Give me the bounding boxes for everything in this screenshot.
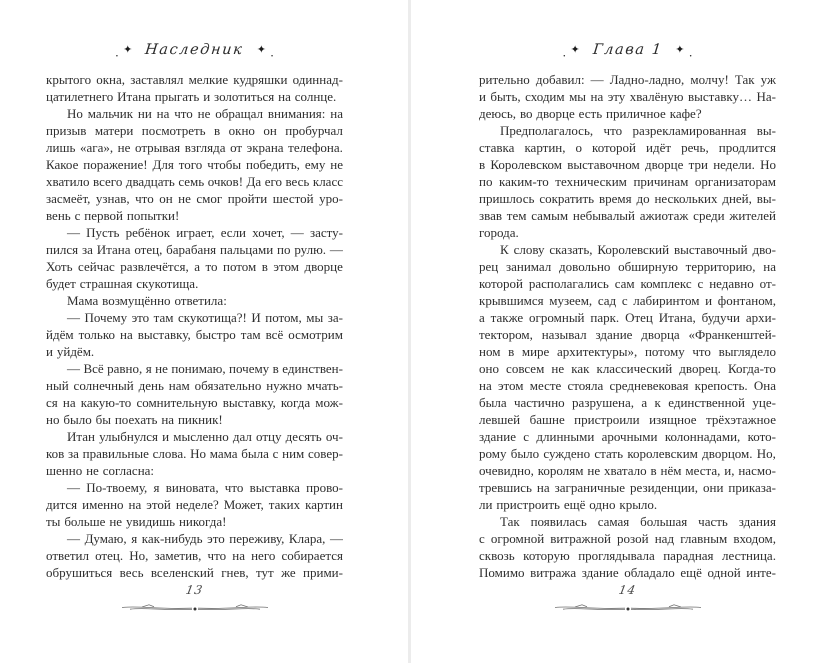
text-line: вень с первой попытки! — [46, 208, 180, 223]
text-line: крывшимся музеем, сад с лабиринтом и фонтаном, — [479, 293, 776, 308]
running-head — [479, 42, 776, 63]
sparkle-star-icon: ✦ — [675, 43, 685, 56]
text-line: рому было суждено стать королевским дворцом. Но, — [479, 446, 776, 461]
ornament-dot: · — [269, 47, 275, 63]
text-line: Хоть сейчас развлечётся, а то потом в этом дворце — [46, 259, 343, 274]
text-line: засмеёт, узнав, что он не смог пройти шестой уро- — [46, 191, 343, 206]
text-line: крытого окна, заставлял мелкие кудряшки одиннад- — [46, 72, 343, 87]
text-line: ты больше не увидишь никогда! — [46, 514, 227, 529]
text-line: — По-твоему, я виновата, что выставка прово- — [67, 480, 343, 495]
text-line: йдём только на выставку, быстро там всё осмотрим — [46, 327, 343, 342]
text-line: здание с длинными арочными колоннадами, кото- — [479, 429, 776, 444]
text-line: и уйдём. — [46, 344, 95, 359]
text-line: очевидно, королям не хватало в нём места, и, насмо- — [479, 463, 776, 478]
text-line: сквозь которую проглядывала парадная лестница. — [479, 548, 776, 563]
page-number: 13 — [184, 583, 205, 597]
text-line: но было бы поехать на пикник! — [46, 412, 223, 427]
ornament-dot: · — [114, 47, 120, 63]
ornament-dot: · — [688, 47, 693, 63]
text-line: звав тем самым небывалый ажиотаж среди жителей — [479, 208, 776, 223]
text-line: Помимо витража здание обладало ещё одной инте- — [479, 565, 776, 580]
text-line: оно совсем не как классический дворец. Когда-то — [479, 361, 776, 376]
text-line: была частично разрушена, а к единственной уце- — [479, 395, 776, 410]
text-line: будет страшная скукотища. — [46, 276, 199, 291]
page-left — [46, 0, 343, 663]
text-line: пился за Итана отец, барабаня пальцами по рулю. — — [46, 242, 343, 257]
text-line: обрушиться весь вселенский гнев, тут же прими- — [46, 565, 343, 580]
text-line: тревшись на заграничные резиденции, они приказа- — [479, 480, 776, 495]
text-line: левшей башне пристроили изящное трёхэтажное — [479, 412, 776, 427]
sparkle-star-icon: ✦ — [123, 43, 133, 56]
text-line: — Всё равно, я не понимаю, почему в единствен- — [67, 361, 343, 376]
text-line: лишь «ага», не отрывая взгляда от экрана телефона. — [46, 140, 343, 155]
text-line: ответил отец. Но, заметив, что на него собирается — [46, 548, 343, 563]
text-line: города. — [479, 225, 519, 240]
text-line: по каким-то техническим причинам организаторам — [479, 174, 776, 189]
running-head — [46, 42, 343, 63]
text-line: — Почему это там скукотища?! И потом, мы за- — [67, 310, 343, 325]
text-line: — Пусть ребёнок играет, если хочет, — засту- — [67, 225, 343, 240]
text-line: ставка картин, о которой идёт речь, продлится — [479, 140, 776, 155]
page-lines — [46, 71, 343, 581]
text-line: Так появилась самая большая часть здания — [500, 514, 776, 529]
text-line: Но мальчик ни на что не обращал внимания: на — [67, 106, 343, 121]
text-line: дится именно на этой неделе? Может, таких картин — [46, 497, 343, 512]
flourish-divider-icon — [553, 601, 703, 613]
page-gutter-divider — [408, 0, 411, 663]
text-line: Предполагалось, что разрекламированная вы- — [500, 123, 776, 138]
text-line: Итан улыбнулся и мысленно дал отцу десять оч- — [67, 429, 343, 444]
flourish-divider-icon — [120, 601, 270, 613]
text-line: и быть, сходим мы на эту хвалёную выставку… На- — [479, 89, 776, 104]
text-line: цатилетнего Итана прыгать и золотиться на солнце. — [46, 89, 337, 104]
text-line: которой располагались сам комплекс с недавно от- — [479, 276, 776, 291]
sparkle-star-icon: ✦ — [570, 43, 580, 56]
text-line: шенно не согласна: — [46, 463, 155, 478]
text-line: на этом месте стояла средневековая крепость. Она — [479, 378, 776, 393]
text-line: ном в мире архитектуры», потому что выглядело — [479, 344, 776, 359]
text-line: в Королевском выставочном дворце три недели. Но — [479, 157, 776, 172]
text-line: ли пристроить ещё одно крыло. — [479, 497, 658, 512]
text-line: ся на какую-то сомнительную выставку, когда мож- — [46, 395, 343, 410]
page-number: 14 — [617, 583, 638, 597]
text-line: рительно добавил: — Ладно-ладно, молчу! Так уж — [479, 72, 776, 87]
ornament-dot: · — [562, 47, 567, 63]
text-line: — Думаю, я как-нибудь это переживу, Клара, — — [67, 531, 343, 546]
text-line: ный солнечный день нам обязательно нужно мчать- — [46, 378, 343, 393]
page-right — [479, 0, 776, 663]
text-line: ков за правильные слова. Но мама была с ним совер- — [46, 446, 343, 461]
text-line: хватило всего двадцать семь очков! Да его весь класс — [46, 174, 343, 189]
chapter-title: Глава 1 — [591, 42, 664, 58]
text-line: пришлось сократить время до нескольких дней, вы- — [479, 191, 776, 206]
page-lines — [479, 71, 776, 581]
sparkle-star-icon: ✦ — [256, 43, 266, 56]
text-line: тектором, называл здание дворца «Франкенштей- — [479, 327, 776, 342]
running-head-title: Наследник — [144, 42, 245, 58]
text-line: с огромной витражной розой над главным входом, — [479, 531, 776, 546]
text-line: деюсь, во дворце есть приличное кафе? — [479, 106, 702, 121]
text-line: а также огромный парк. Отец Итана, будучи архи- — [479, 310, 776, 325]
text-line: призыв матери посмотреть в окно он пробурчал — [46, 123, 343, 138]
text-line: рец занимал довольно обширную территорию, на — [479, 259, 776, 274]
text-line: Мама возмущённо ответила: — [67, 293, 227, 308]
text-line: Какое поражение! Для того чтобы победить, ему не — [46, 157, 343, 172]
text-line: К слову сказать, Королевский выставочный дво- — [500, 242, 776, 257]
